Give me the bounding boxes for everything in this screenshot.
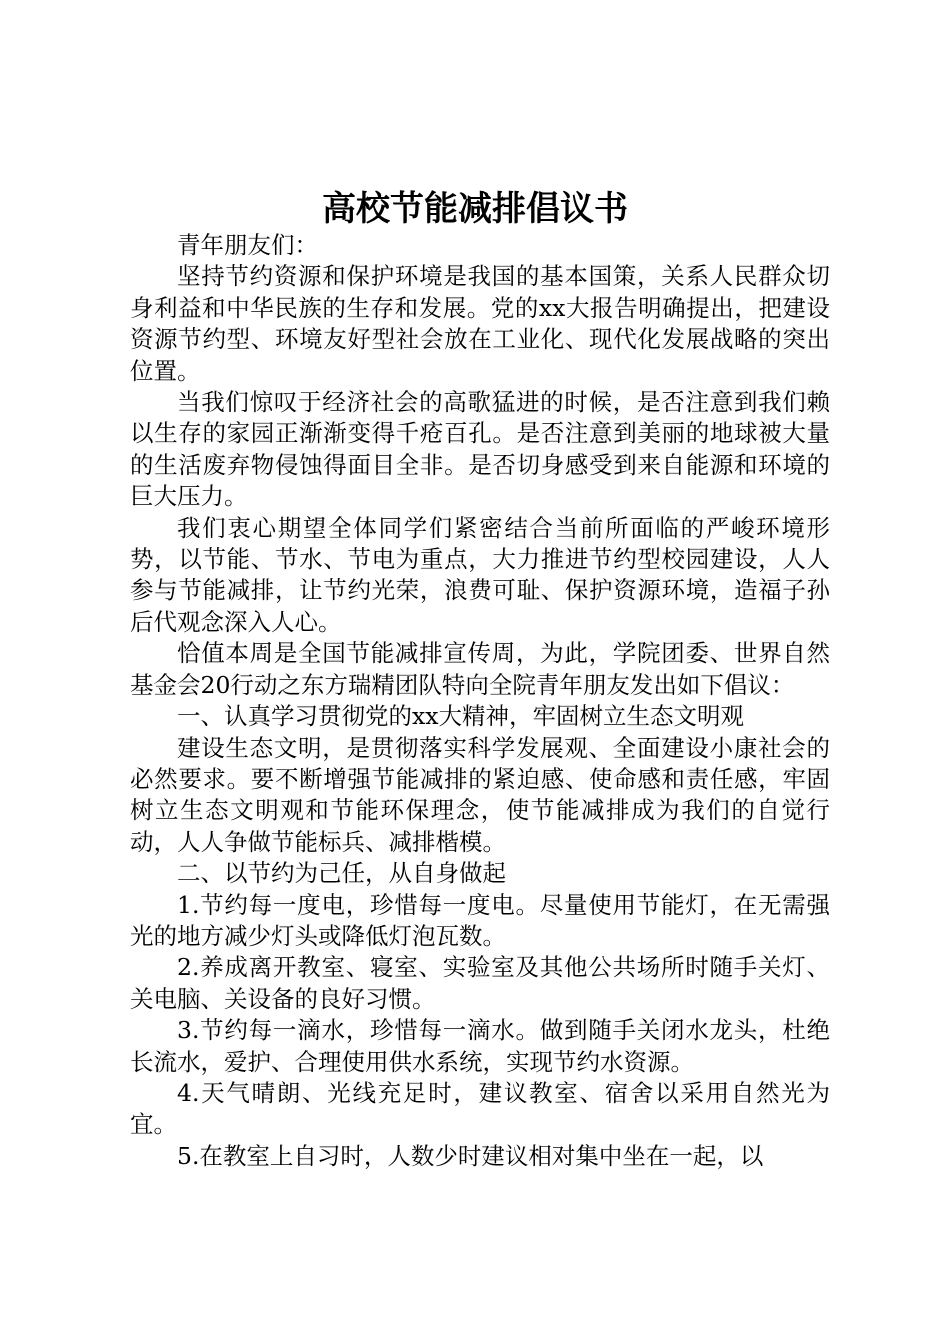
section-heading-1: 一、认真学习贯彻党的xx大精神，牢固树立生态文明观	[177, 702, 745, 731]
paragraph-concern: 当我们惊叹于经济社会的高歌猛进的时候，是否注意到我们赖以生存的家园正渐渐变得千疮百孔。是否注意到美丽的地球被大量的生活废弃物侵蚀得面目全非。是否切身感受到来自能源和环境的巨大压力。	[130, 388, 830, 511]
paragraph-initiative: 恰值本周是全国节能减排宣传周，为此，学院团委、世界自然基金会20行动之东方瑞精团队特向全院青年朋友发出如下倡议：	[130, 639, 830, 699]
paragraph-hope: 我们衷心期望全体同学们紧密结合当前所面临的严峻环境形势，以节能、节水、节电为重点，大力推进节约型校园建设，人人参与节能减排，让节约光荣，浪费可耻、保护资源环境，造福子孙后代观念深入人心。	[130, 513, 830, 636]
document-body	[130, 230, 830, 1172]
list-item: 2.养成离开教室、寝室、实验室及其他公共场所时随手关灯、关电脑、关设备的良好习惯。	[130, 953, 830, 1013]
section-heading-2: 二、以节约为己任，从自身做起	[177, 859, 506, 888]
list-item: 1.节约每一度电，珍惜每一度电。尽量使用节能灯，在无需强光的地方减少灯头或降低灯泡瓦数。	[130, 890, 830, 950]
list-item: 5.在教室上自习时，人数少时建议相对集中坐在一起，以	[177, 1141, 764, 1170]
document-title: 高校节能减排倡议书	[322, 189, 628, 229]
paragraph-policy: 坚持节约资源和保护环境是我国的基本国策，关系人民群众切身利益和中华民族的生存和发展。党的xx大报告明确提出，把建设资源节约型、环境友好型社会放在工业化、现代化发展战略的突出位置。	[130, 262, 830, 385]
salutation: 青年朋友们：	[177, 231, 318, 259]
list-item: 3.节约每一滴水，珍惜每一滴水。做到随手关闭水龙头，杜绝长流水，爱护、合理使用供水系统，实现节约水资源。	[130, 1016, 830, 1076]
list-item: 4.天气晴朗、光线充足时，建议教室、宿舍以采用自然光为宜。	[130, 1078, 830, 1139]
paragraph-ecology: 建设生态文明，是贯彻落实科学发展观、全面建设小康社会的必然要求。要不断增强节能减排的紧迫感、使命感和责任感，牢固树立生态文明观和节能环保理念，使节能减排成为我们的自觉行动，人人争做节能标兵、减排楷模。	[130, 733, 830, 856]
